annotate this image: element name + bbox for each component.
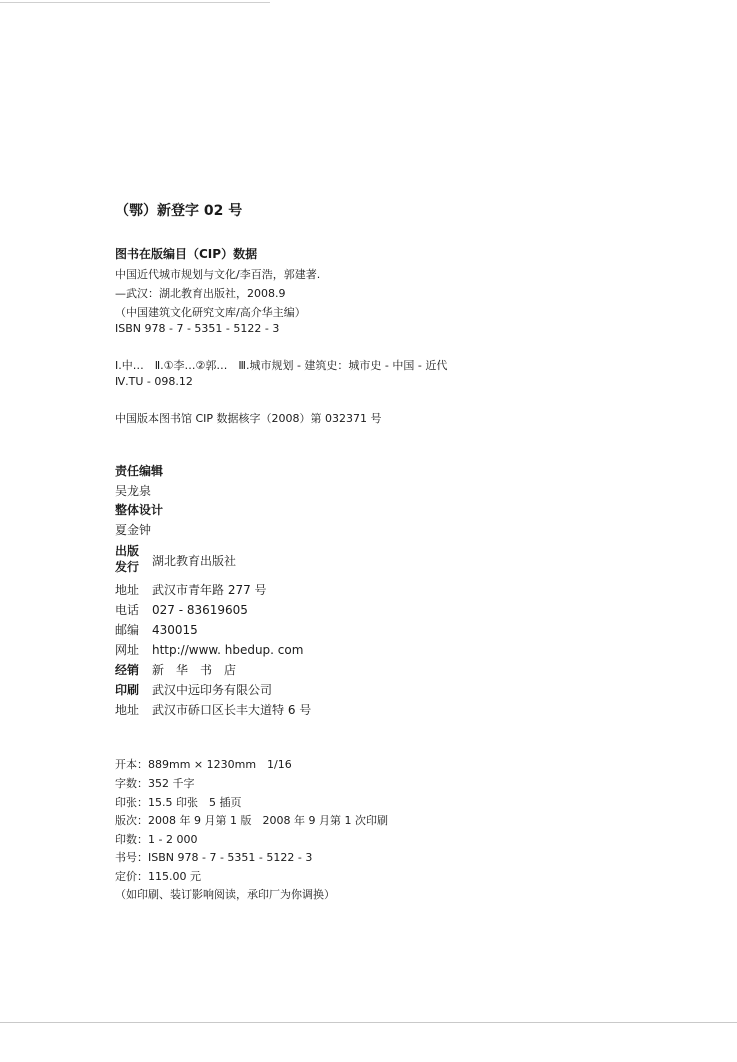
credit-row-distributor [115,661,236,678]
credit-label: 地址 [115,703,140,717]
credit-value: 武汉中远印务有限公司 [152,683,273,697]
credit-label: 邮编 [115,623,140,637]
editor-label: 责任编辑 [115,464,164,478]
cip-line-title: 中国近代城市规划与文化/李百浩，郭建著. [115,268,321,281]
cip-classification-2: Ⅳ.TU - 098.12 [115,375,193,388]
credit-value: 430015 [152,623,198,637]
spec-word-count: 字数：352 千字 [115,777,195,790]
credit-row-postcode [115,621,198,638]
publish-label-2: 发行 [115,560,140,574]
credit-row-address [115,581,267,598]
credit-value: http://www. hbedup. com [152,643,304,657]
cip-classification-1: Ⅰ.中… Ⅱ.①李…②郭… Ⅲ.城市规划 - 建筑史：城市史 - 中国 - 近代 [115,359,448,372]
editor-name: 吴龙泉 [115,484,152,498]
credit-value: 武汉市青年路 277 号 [152,583,267,597]
publish-label-1: 出版 [115,544,140,558]
credit-label: 地址 [115,583,140,597]
spec-sheets: 印张：15.5 印张 5 插页 [115,796,242,809]
top-rule [0,2,270,3]
credit-value: 027 - 83619605 [152,603,248,617]
credit-row-website [115,641,303,658]
spec-notice: （如印刷、装订影响阅读，承印厂为你调换） [115,888,335,901]
cip-title: 图书在版编目（CIP）数据 [115,247,258,261]
bottom-rule [0,1022,737,1023]
credit-row-phone [115,601,248,618]
publish-label [115,543,139,575]
cip-line-publisher: —武汉：湖北教育出版社，2008.9 [115,287,286,300]
designer-name: 夏金钟 [115,523,152,537]
cip-verify: 中国版本图书馆 CIP 数据核字（2008）第 032371 号 [115,412,382,425]
spec-edition: 版次：2008 年 9 月第 1 版 2008 年 9 月第 1 次印刷 [115,814,388,827]
credit-row-printer [115,681,272,698]
credit-value: 新 华 书 店 [152,663,237,677]
credit-label: 电话 [115,603,140,617]
credit-value: 武汉市硚口区长丰大道特 6 号 [152,703,312,717]
spec-format: 开本：889mm × 1230mm 1/16 [115,758,292,771]
credit-row-printer-address [115,701,311,718]
credit-label: 网址 [115,643,140,657]
registration-number: （鄂）新登字 02 号 [115,203,243,219]
publisher-name: 湖北教育出版社 [152,554,237,568]
spec-isbn: 书号：ISBN 978 - 7 - 5351 - 5122 - 3 [115,851,313,864]
spec-price: 定价：115.00 元 [115,870,201,883]
cip-line-isbn: ISBN 978 - 7 - 5351 - 5122 - 3 [115,322,280,335]
design-label: 整体设计 [115,503,164,517]
spec-print-run: 印数：1 - 2 000 [115,833,198,846]
credit-label: 经销 [115,663,140,677]
credit-label: 印刷 [115,683,140,697]
cip-line-series: （中国建筑文化研究文库/高介华主编） [115,306,306,319]
